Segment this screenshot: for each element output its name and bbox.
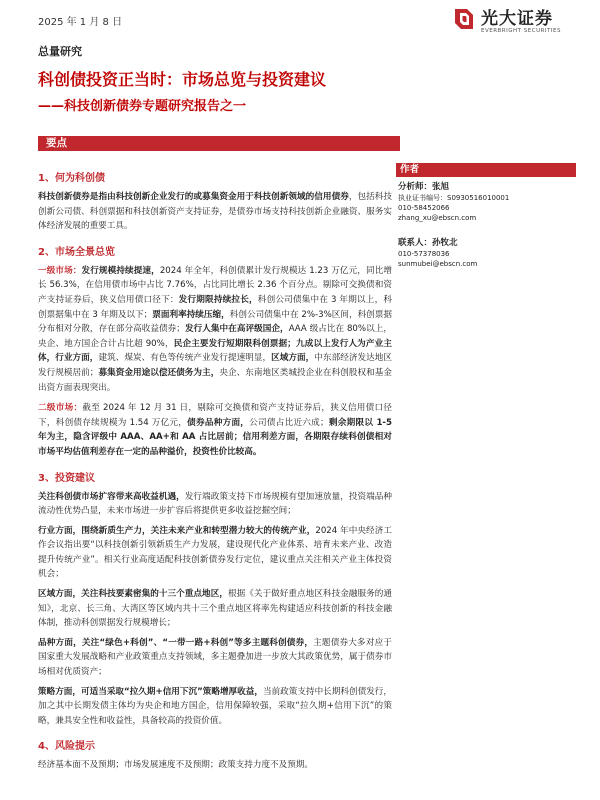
s2-t6: 中东部经济发达地区发行规模居前； [38,353,392,378]
advice-paragraph-1 [38,490,392,519]
report-title: 科创债投资正当时：市场总览与投资建议 [38,70,327,89]
s3-p4-t: 主题债券大多对应于国家重大发展战略和产业政策重点支持领域，多主题叠加进一步放大其政策优势，属于债券市场相对优质资产； [38,637,392,678]
s3-p1-t: 发行端政策支持下市场规模有望加速放量，投资端品种流动性优势凸显，未来市场进一步扩容后将提供更多收益挖掘空间； [38,491,392,517]
advice-paragraph-4 [38,636,392,680]
s2-b1: 发行规模持续提速， [81,265,160,276]
section-heading-4: 4、风险提示 [38,741,95,753]
advice-paragraph-2 [38,524,392,582]
logo-text-en: EVERBRIGHT SECURITIES [481,28,561,34]
advice-paragraph-5 [38,685,392,729]
report-category: 总量研究 [38,45,82,58]
s2-t1: 2024 年全年，科创债累计发行规模达 1.23 万亿元，同比增长 56.3%，在信用债市场中占比 7.76%，占比同比增长 2.36 个百分点。剔除可交换债和资产支持证券后，狭义信用债口径下： [38,265,392,305]
s3-p1-b: 关注科创债市场扩容带来高收益机遇， [38,491,185,502]
secondary-market-label: 二级市场： [38,403,83,414]
secondary-market-paragraph [38,401,392,459]
contact-phone: 010-57378036 [398,250,450,258]
s3-p2-b: 行业方面，围绕新质生产力，关注未来产业和转型潜力较大的传统产业， [38,525,316,536]
s1-bold-lead: 科技创新债券是指由科技创新企业发行的或募集资金用于科技创新领域的信用债券 [38,192,349,202]
logo-text-cn: 光大证券 [481,9,553,29]
s3-p4-b: 品种方面，关注“绿色+科创”、“一带一路+科创”等多主题科创债券， [38,637,314,648]
s2-t3: 科创公司债集中在 2%-3%区间，科创票据分布相对分散，存在部分高收益债券； [38,309,392,335]
author-sidebar [398,181,574,269]
report-subtitle: ——科技创新债券专题研究报告之一 [38,99,247,114]
primary-market-paragraph [38,264,392,395]
s2-p2-t2: 公司债占比近六成； [249,417,329,428]
s3-p5-t: 当前政策支持中长期科创债发行，加之其中长期发债主体均为央企和地方国企，信用保障较强，采取“拉久期+信用下沉”的策略，兼具安全性和收益性，具备较高的投资价值。 [38,686,392,726]
s2-p2-b1: 债券品种方面， [187,417,250,428]
s2-t2: 科创公司债集中在 3 年期以上，科创票据集中在 3 年期及以下； [38,294,392,320]
summary-section-bar: 要点 [38,136,400,151]
s1-text: ，包括科技创新公司债、科创票据和科技创新资产支持证券，是债券市场支持科技创新企业融资、服务实体经济发展的重要工具。 [38,192,392,232]
analyst-name: 分析师：张旭 [398,182,450,192]
analyst-phone: 010-58452066 [398,204,450,212]
advice-paragraph-3 [38,587,392,631]
contact-name: 联系人：孙牧北 [398,238,458,248]
main-content [38,160,392,773]
s2-t5: 建筑、煤炭、有色等传统产业发行提速明显， [98,353,272,364]
s2-b6: 区域方面， [271,353,315,364]
s2-b5: 民企主要发行短期限科创票据；九成以上发行人为产业主体，行业方面， [38,338,392,364]
s3-p2-t: 2024 年中央经济工作会议指出要“以科技创新引领新质生产力发展，建设现代化产业体系、培育未来产业、改造提升传统产业”。相关行业高度适配科技创新债券发行定位，建议重点关注相关产业主体投资机会； [38,525,392,580]
s2-t7: 央企、东南地区类城投企业在科创股权和基金出资方面表现突出。 [38,367,392,393]
contact-email[interactable]: sunmubei@ebscn.com [398,260,478,268]
s2-b3: 票面利率持续压缩， [152,309,230,320]
author-section-bar: 作者 [396,163,576,177]
section-heading-2: 2、市场全景总览 [38,246,115,258]
s2-b4: 发行人集中在高评级国企， [184,324,289,335]
s3-p3-t: 根据《关于做好重点地区科技金融服务的通知》，北京、长三角、大湾区等区域内共十三个重点地区将率先构建适应科技创新的科技金融体制，推动科创票据发行规模增长； [38,589,392,629]
primary-market-label: 一级市场： [38,265,82,276]
analyst-email[interactable]: zhang_xu@ebscn.com [398,214,477,222]
s2-p2-b2: 剩余期限以 1-5 年为主，隐含评级中 AAA、AA+和 AA 占比居前；信用利差方面，各期限存续科创债相对市场平均估值利差存在一定的品种溢价，投资性价比较高。 [38,417,392,457]
s2-b2: 发行期限持续拉长， [178,294,258,305]
report-date: 2025 年 1 月 8 日 [38,17,123,28]
brand-logo [453,4,561,34]
s3-p5-b: 策略方面，可适当采取“拉久期+信用下沉”策略增厚收益， [38,686,263,697]
s2-p2-t1: 截至 2024 年 12 月 31 日，剔除可交换债和资产支持证券后，狭义信用债口径下，科创债存续规模为 1.54 万亿元， [38,403,392,428]
s2-b7: 募集资金用途以偿还债务为主， [98,367,220,378]
s2-t4: AAA 级占比在 80%以上，央企、地方国企合计占比超 90%， [38,324,392,349]
section-heading-3: 3、投资建议 [38,472,95,484]
risk-paragraph: 经济基本面不及预期；市场发展速度不及预期；政策支持力度不及预期。 [38,760,314,771]
everbright-logo-icon [453,7,475,31]
analyst-cert: 执业证书编号：S0930516010001 [398,194,510,202]
section-heading-1: 1、何为科创债 [38,173,105,184]
section-1-paragraph [38,190,392,234]
s3-p3-b: 区域方面，关注科技要素密集的十三个重点地区， [38,589,228,600]
